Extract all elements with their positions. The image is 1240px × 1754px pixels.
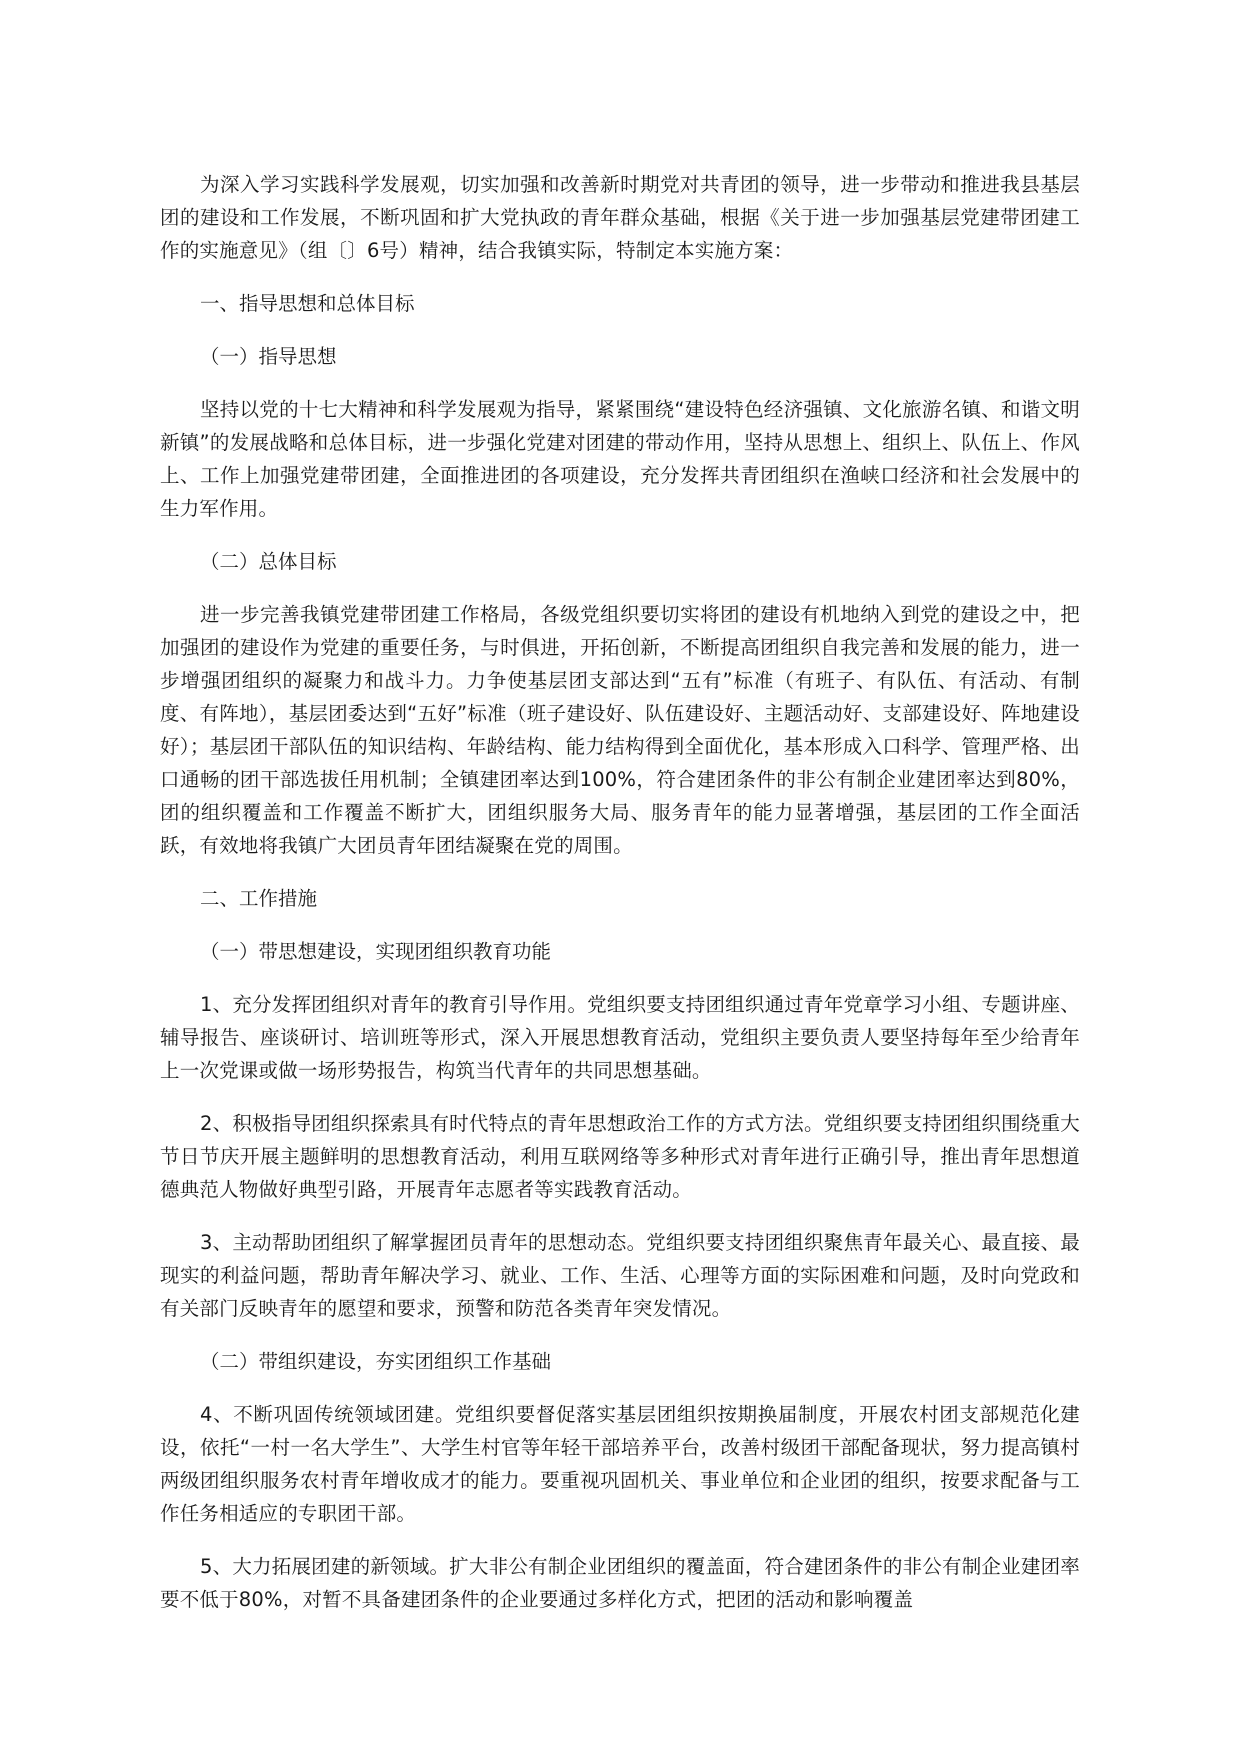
measure-item-1: 1、充分发挥团组织对青年的教育引导作用。党组织要支持团组织通过青年党章学习小组、专题讲座、辅导报告、座谈研讨、培训班等形式，深入开展思想教育活动，党组织主要负责人要坚持每年至少给青年上一次党课或做一场形势报告，构筑当代青年的共同思想基础。 xyxy=(160,993,1080,1082)
measure-item-2: 2、积极指导团组织探索具有时代特点的青年思想政治工作的方式方法。党组织要支持团组织围绕重大节日节庆开展主题鲜明的思想教育活动，利用互联网络等多种形式对青年进行正确引导，推出青年思想道德典范人物做好典型引路，开展青年志愿者等实践教育活动。 xyxy=(160,1112,1080,1201)
guiding-thought-paragraph: 坚持以党的十七大精神和科学发展观为指导，紧紧围绕“建设特色经济强镇、文化旅游名镇、和谐文明新镇”的发展战略和总体目标，进一步强化党建对团建的带动作用，坚持从思想上、组织上、队伍上、作风上、工作上加强党建带团建，全面推进团的各项建设，充分发挥共青团组织在渔峡口经济和社会发展中的生力军作用。 xyxy=(160,398,1080,520)
overall-goal-paragraph: 进一步完善我镇党建带团建工作格局，各级党组织要切实将团的建设有机地纳入到党的建设之中，把加强团的建设作为党建的重要任务，与时俱进，开拓创新，不断提高团组织自我完善和发展的能力，进一步增强团组织的凝聚力和战斗力。力争使基层团支部达到“五有”标准（有班子、有队伍、有活动、有制度、有阵地），基层团委达到“五好”标准（班子建设好、队伍建设好、主题活动好、支部建设好、阵地建设好）；基层团干部队伍的知识结构、年龄结构、能力结构得到全面优化，基本形成入口科学、管理严格、出口通畅的团干部选拔任用机制；全镇建团率达到100%，符合建团条件的非公有制企业建团率达到80%，团的组织覆盖和工作覆盖不断扩大，团组织服务大局、服务青年的能力显著增强，基层团的工作全面活跃，有效地将我镇广大团员青年团结凝聚在党的周围。 xyxy=(160,603,1080,857)
section-2-heading: 二、工作措施 xyxy=(200,887,318,910)
measure-item-3: 3、主动帮助团组织了解掌握团员青年的思想动态。党组织要支持团组织聚焦青年最关心、最直接、最现实的利益问题，帮助青年解决学习、就业、工作、生活、心理等方面的实际困难和问题，及时向党政和有关部门反映青年的愿望和要求，预警和防范各类青年突发情况。 xyxy=(160,1231,1080,1320)
section-2-sub-2-heading: （二）带组织建设，夯实团组织工作基础 xyxy=(200,1350,552,1373)
section-1-heading: 一、指导思想和总体目标 xyxy=(200,292,415,315)
document-page xyxy=(160,168,1080,1636)
section-2-sub-1-heading: （一）带思想建设，实现团组织教育功能 xyxy=(200,940,552,963)
section-1-sub-1-heading: （一）指导思想 xyxy=(200,345,337,368)
measure-item-4: 4、不断巩固传统领域团建。党组织要督促落实基层团组织按期换届制度，开展农村团支部规范化建设，依托“一村一名大学生”、大学生村官等年轻干部培养平台，改善村级团干部配备现状，努力提高镇村两级团组织服务农村青年增收成才的能力。要重视巩固机关、事业单位和企业团的组织，按要求配备与工作任务相适应的专职团干部。 xyxy=(160,1403,1080,1525)
measure-item-5: 5、大力拓展团建的新领域。扩大非公有制企业团组织的覆盖面，符合建团条件的非公有制企业建团率要不低于80%，对暂不具备建团条件的企业要通过多样化方式，把团的活动和影响覆盖 xyxy=(160,1555,1080,1611)
section-1-sub-2-heading: （二）总体目标 xyxy=(200,550,337,573)
intro-paragraph: 为深入学习实践科学发展观，切实加强和改善新时期党对共青团的领导，进一步带动和推进我县基层团的建设和工作发展，不断巩固和扩大党执政的青年群众基础，根据《关于进一步加强基层党建带团建工作的实施意见》（组〔〕6号）精神，结合我镇实际，特制定本实施方案： xyxy=(160,173,1080,262)
